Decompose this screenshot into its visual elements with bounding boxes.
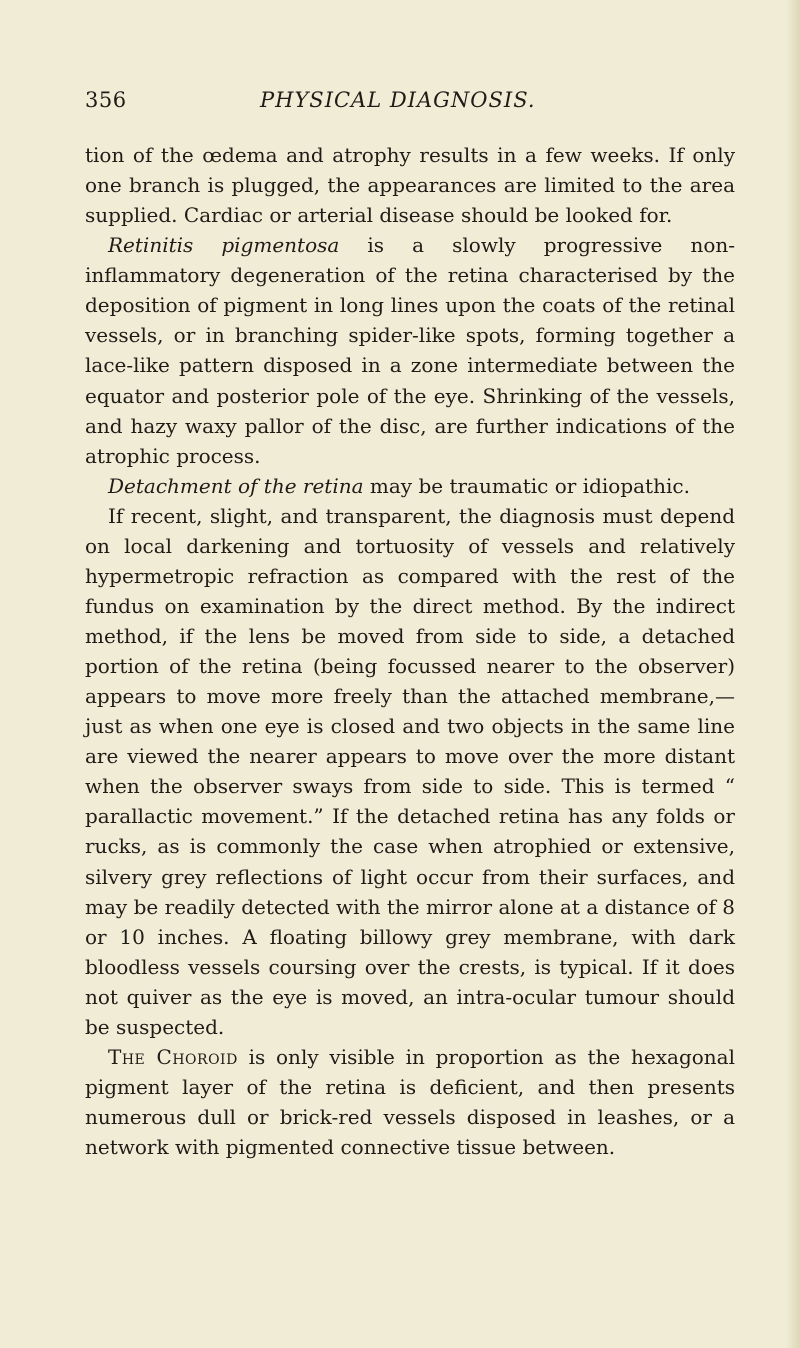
paragraph-text: may be traumatic or idiopathic. (363, 473, 690, 498)
paragraph-text: If recent, slight, and transparent, the diagnosis must depend on local darkening and tortuosity of vessels and relatively hypermetropic refraction as compared with the rest of the fundus on examination by the direct method. By the indirect method, if the lens be moved from side to side, a detached portion of the retina (being focussed nearer to the observer) appears to move more freely than the attached membrane,—just as when one eye is closed and two objects in the same line are viewed the nearer appears to move over the more distant when the observer sways from side to side. This is termed “ parallactic movement.” If the detached retina has any folds or rucks, as is commonly the case when atrophied or extensive, silvery grey reflections of light occur from their surfaces, and may be readily detected with the mirror alone at a distance of 8 or 10 inches. A floating billowy grey membrane, with dark bloodless vessels coursing over the crests, is typical. If it does not quiver as the eye is moved, an intra-ocular tumour should be suspected. (85, 503, 735, 1039)
term-detachment-of-retina: Detachment of the retina (108, 473, 364, 498)
paragraph-text: is a slowly progressive non-inflammatory degeneration of the retina characterised by the deposition of pigment in long lines upon the coats of the retinal vessels, or in branching spider-like spots, forming together a lace-like pattern disposed in a zone intermediate between the equator and posterior pole of the eye. Shrinking of the vessels, and hazy waxy pallor of the disc, are further indications of the atrophic process. (85, 233, 736, 468)
term-the-choroid: The Choroid (108, 1044, 238, 1069)
paragraph-detachment-diagnosis (85, 501, 735, 1042)
paragraph-retinitis-pigmentosa (85, 230, 735, 471)
paragraph-choroid (85, 1042, 735, 1162)
page-header (85, 88, 735, 120)
paragraph-text: is only visible in proportion as the hexagonal pigment layer of the retina is deficient, and then presents numerous dull or brick-red vessels disposed in leashes, or a network with pigmented connective tissue between. (85, 1044, 736, 1160)
paragraph-text: tion of the œdema and atrophy results in a few weeks. If only one branch is plugged, the appearances are limited to the area supplied. Cardiac or arterial disease should be looked for. (85, 143, 735, 228)
paragraph-continuation (85, 140, 735, 230)
body-text (85, 140, 735, 1162)
page-edge-shadow (786, 0, 800, 1348)
page-number: 356 (85, 88, 127, 112)
running-title: PHYSICAL DIAGNOSIS. (260, 88, 536, 112)
term-retinitis-pigmentosa: Retinitis pigmentosa (108, 233, 340, 258)
paragraph-detachment (85, 471, 735, 501)
